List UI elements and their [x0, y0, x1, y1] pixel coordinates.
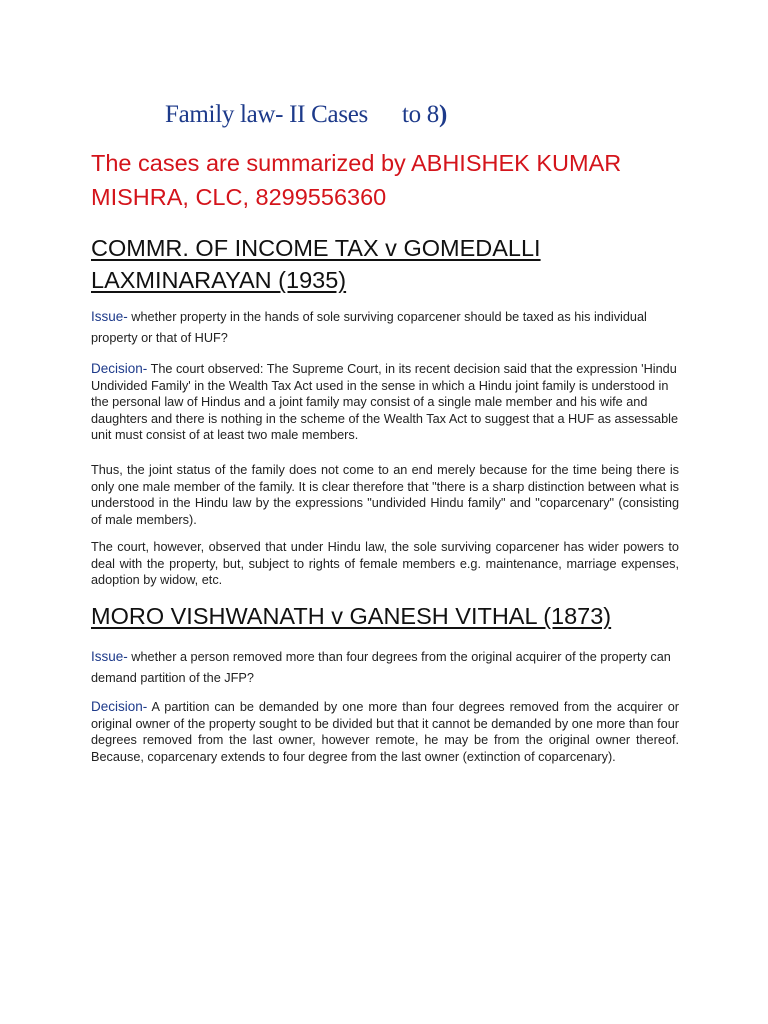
title-part2: to 8: [402, 101, 439, 128]
decision-label: Decision-: [91, 361, 148, 376]
title-part1: Family law- II Cases: [165, 101, 368, 128]
case-1-decision: [91, 361, 679, 444]
issue-label: Issue-: [91, 309, 128, 324]
decision-text: A partition can be demanded by one more than four degrees removed from the acquirer or original owner of the property sought to be divided but that it cannot be demanded by one more than four degrees removed from the last owner, however remote, he may be from the original owner thereof. Because, coparcenary extends to four degree from the last owner (extinction of coparcenary).: [91, 700, 679, 764]
case-1-issue: [91, 306, 679, 349]
issue-text: whether property in the hands of sole surviving coparcener should be taxed as his individual property or that of HUF?: [91, 310, 647, 345]
issue-label: Issue-: [91, 649, 128, 664]
case-2-heading: MORO VISHWANATH v GANESH VITHAL (1873): [91, 603, 612, 629]
title-paren: ): [439, 101, 448, 128]
case-2-decision: [91, 699, 679, 765]
case-2-issue: [91, 646, 679, 689]
decision-label: Decision-: [91, 699, 148, 714]
author-line: The cases are summarized by ABHISHEK KUMAR MISHRA, CLC, 8299556360: [91, 150, 622, 210]
issue-text: whether a person removed more than four degrees from the original acquirer of the property can demand partition of the JFP?: [91, 650, 671, 685]
case-1-paragraph-2: Thus, the joint status of the family does not come to an end merely because for the time being there is only one male member of the family. It is clear therefore that "there is a sharp distinction between what is understood in the Hindu law by the expressions "undivided Hindu family" and "coparcenary" (consisting of male members).: [91, 463, 679, 527]
decision-text: The court observed: The Supreme Court, in its recent decision said that the expression 'Hindu Undivided Family' in the Wealth Tax Act used in the sense in which a Hindu joint family is understood in the personal law of Hindus and a joint family may consist of a single male member and his wife and daughters and there is nothing in the scheme of the Wealth Tax Act to suggest that a HUF as assessable unit must consist of at least two male members.: [91, 362, 679, 442]
case-1-heading: COMMR. OF INCOME TAX v GOMEDALLI LAXMINARAYAN (1935): [91, 235, 541, 293]
document-title: [165, 101, 447, 129]
case-1-paragraph-3: The court, however, observed that under Hindu law, the sole surviving coparcener has wider powers to deal with the property, but, subject to rights of female members e.g. maintenance, marriage expenses, adoption by widow, etc.: [91, 540, 679, 587]
